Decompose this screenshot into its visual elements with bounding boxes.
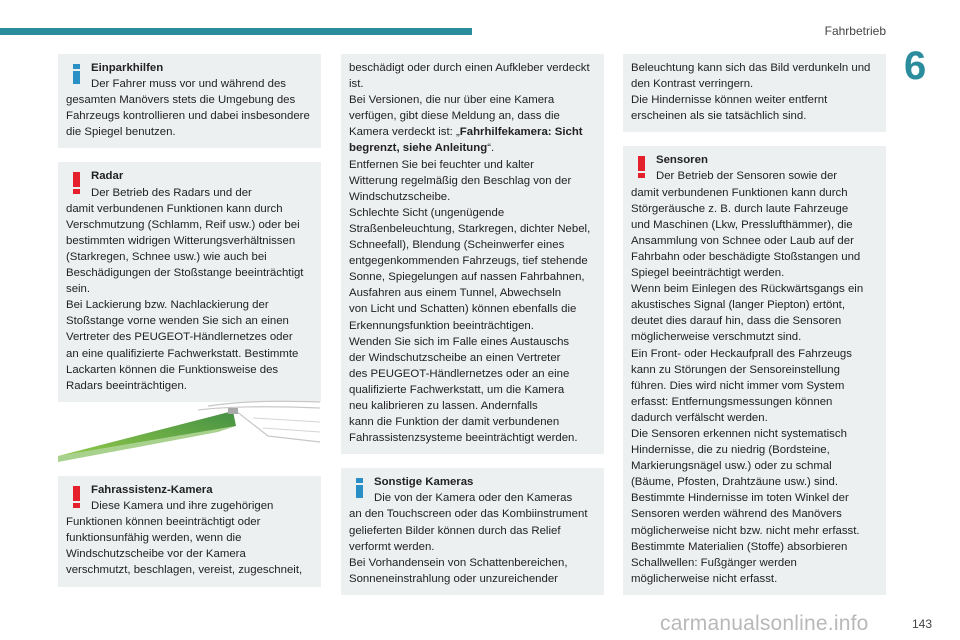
info-icon [356, 478, 363, 498]
text-line: Störgeräusche z. B. durch laute Fahrzeuge [631, 202, 849, 215]
text-line: Beschädigungen der Stoßstange beeinträchtigt [66, 267, 304, 280]
text-line: die Spiegel benutzen. [66, 126, 176, 139]
text-line: deutet dies darauf hin, dass die Sensoren [631, 315, 842, 328]
bold-text: Fahrhilfekamera: Sicht [459, 126, 583, 139]
text-line: Die Sensoren erkennen nicht systematisch [631, 427, 847, 440]
text-line: Sonneneinstrahlung oder unzureichender [349, 572, 558, 585]
text-line: Verschmutzung (Schlamm, Reif usw.) oder bei [66, 218, 300, 231]
text-line: und Maschinen (Lkw, Presslufthämmer), die [631, 218, 853, 231]
text-line: Spiegel beeinträchtigt werden. [631, 267, 785, 280]
bold-text: begrenzt, siehe Anleitung [349, 142, 488, 155]
text-line: sein. [66, 283, 91, 296]
text-line: der Windschutzscheibe an einen Vertreter [349, 351, 561, 364]
text-line: verfügen, gibt diese Meldung an, dass die [349, 110, 560, 123]
chapter-number: 6 [904, 44, 927, 88]
text-line: Wenn beim Einlegen des Rückwärtsgangs ein [631, 283, 864, 296]
column-1 [58, 54, 321, 402]
text-line: ist. [349, 78, 364, 91]
info-box-sonstige-kameras [341, 468, 604, 595]
box-text [66, 185, 313, 394]
text-line: Der Betrieb des Radars und der [91, 186, 252, 199]
box-text [349, 60, 596, 446]
watermark: carmanualsonline.info [660, 612, 869, 635]
text-line: Schneefall), Blendung (Scheinwerfer eines [349, 239, 565, 252]
continued-box-kamera [341, 54, 604, 454]
text-line: Ansammlung von Schnee oder Laub auf der [631, 234, 854, 247]
text-line: Bestimmte Materialien (Stoffe) absorbieren [631, 540, 848, 553]
text-line: Hindernisse, die zu niedrig (Bordsteine, [631, 444, 830, 457]
column-2 [341, 54, 604, 595]
text-line: Fahrzeugs kontrollieren und dabei insbesondere [66, 110, 310, 123]
text-line: entgegenkommenden Fahrzeugs, tief stehende [349, 255, 588, 268]
text-line: Bei Versionen, die nur über eine Kamera [349, 94, 555, 107]
text-line: Sonne, Spiegelungen auf nassen Fahrbahnen, [349, 271, 585, 284]
text-line: Erkennungsfunktion beeinträchtigen. [349, 319, 534, 332]
box-text [66, 76, 313, 140]
text-line: gelieferten Bilder können durch das Relief [349, 524, 561, 537]
page-number: 143 [911, 617, 932, 631]
text-line: Fahrbahn oder beschädigte Stoßstangen und [631, 250, 861, 263]
text-line: Schallwellen: Fußgänger werden [631, 556, 797, 569]
text-line: neu kalibrieren zu lassen. Andernfalls [349, 399, 538, 412]
box-title: Radar [91, 170, 124, 183]
warning-icon [638, 156, 645, 178]
box-text [66, 498, 313, 578]
text-line: kann die Funktion der damit verbundenen [349, 416, 560, 429]
text-line: Windschutzscheibe vor der Kamera [66, 548, 246, 561]
text-line: bestimmten widrigen Witterungsverhältnissen [66, 234, 296, 247]
text-line: Diese Kamera und ihre zugehörigen [91, 500, 274, 513]
text-line: dadurch verfälscht werden. [631, 411, 768, 424]
text-line: des PEUGEOT-Händlernetzes oder an eine [349, 367, 570, 380]
text-line: kann zu Störungen der Sensoreinstellung [631, 363, 840, 376]
text-line: erscheinen als sie tatsächlich sind. [631, 110, 807, 123]
text-line: qualifizierte Fachwerkstatt, um die Kamera [349, 383, 565, 396]
text-line: Fahrassistenzsysteme beeinträchtigt werden. [349, 432, 578, 445]
text-line: Sensoren werden während des Manövers [631, 508, 842, 521]
column-1-bottom [58, 476, 321, 587]
text-line: Die von der Kamera oder den Kameras [374, 492, 573, 505]
text-line: möglicherweise nicht erfasst. [631, 572, 778, 585]
text-line: Vertreter des PEUGEOT-Händlernetzes oder [66, 331, 293, 344]
box-title: Sensoren [656, 154, 708, 167]
box-title: Einparkhilfen [91, 62, 164, 74]
text-line: Windschutzscheibe. [349, 190, 451, 203]
text-line: Bei Lackierung bzw. Nachlackierung der [66, 299, 269, 312]
info-icon [73, 64, 80, 84]
warning-box-sensoren [623, 146, 886, 595]
text-line: möglicherweise nicht bzw. nicht mehr erfasst. [631, 524, 860, 537]
text-line: führen. Dies wird nicht immer vom System [631, 379, 845, 392]
header-accent-bar [0, 28, 472, 35]
text-line: damit verbundenen Funktionen kann durch [631, 186, 848, 199]
text-line: damit verbundenen Funktionen kann durch [66, 202, 283, 215]
text-line: akustisches Signal (langer Piepton) ertönt, [631, 299, 846, 312]
warning-icon [73, 486, 80, 508]
box-title: Fahrassistenz-Kamera [91, 484, 213, 496]
box-text [349, 490, 596, 587]
text-line: Schlechte Sicht (ungenügende [349, 206, 505, 219]
text-line: Die Hindernisse können weiter entfernt [631, 94, 828, 107]
text-line: Wenden Sie sich im Falle eines Austauschs [349, 335, 570, 348]
text-line: den Kontrast verringern. [631, 78, 754, 91]
text-line: Markierungsnägel usw.) oder zu schmal [631, 460, 832, 473]
text-line: Straßenbeleuchtung, Starkregen, dichter Nebel, [349, 222, 591, 235]
text-line: an den Touchscreen oder das Kombiinstrument [349, 508, 588, 521]
text-line: Ein Front- oder Heckaufprall des Fahrzeugs [631, 347, 852, 360]
text-line: Stoßstange vorne wenden Sie sich an einen [66, 315, 289, 328]
text-line: beschädigt oder durch einen Aufkleber verdeckt [349, 62, 590, 74]
warning-box-fahrassistenz [58, 476, 321, 587]
box-text [631, 60, 878, 124]
text-line: Der Betrieb der Sensoren sowie der [656, 170, 838, 183]
text-line: verschmutzt, beschlagen, vereist, zugeschneit, [66, 564, 303, 577]
text-line: Lackarten können die Funktionsweise des [66, 363, 279, 376]
box-title: Sonstige Kameras [374, 476, 474, 489]
text-line: Radars beeinträchtigen. [66, 379, 187, 392]
text-line: Ausfahren aus einem Tunnel, Abwechseln [349, 287, 562, 300]
text-line: an eine qualifizierte Fachwerkstatt. Bestimmte [66, 347, 299, 360]
column-3 [623, 54, 886, 595]
text-line: “. [487, 142, 495, 155]
text-line: (Bäume, Pfosten, Drahtzäune usw.) sind. [631, 476, 839, 489]
text-line: funktionsunfähig werden, wenn die [66, 532, 242, 545]
section-title: Fahrbetrieb [824, 24, 886, 38]
warning-box-radar [58, 162, 321, 401]
text-line: Der Fahrer muss vor und während des [91, 78, 286, 91]
text-line: gesamten Manövers stets die Umgebung des [66, 94, 296, 107]
text-line: möglicherweise verschmutzt sind. [631, 331, 802, 344]
text-line: Witterung regelmäßig den Beschlag von der [349, 174, 572, 187]
info-box-einparkhilfen [58, 54, 321, 148]
text-line: Beleuchtung kann sich das Bild verdunkeln und [631, 62, 871, 74]
text-line: Entfernen Sie bei feuchter und kalter [349, 158, 534, 171]
text-line: verformt werden. [349, 540, 435, 553]
box-text [631, 168, 878, 586]
text-line: Bestimmte Hindernisse im toten Winkel der [631, 492, 849, 505]
continued-box-beleuchtung [623, 54, 886, 132]
windshield-camera-illustration [58, 396, 320, 468]
text-line: erfasst: Entfernungsmessungen können [631, 395, 833, 408]
text-line: von Licht und Schatten) können ebenfalls die [349, 303, 577, 316]
text-line: (Starkregen, Schnee usw.) wie auch bei [66, 250, 267, 263]
text-line: Bei Vorhandensein von Schattenbereichen, [349, 556, 568, 569]
warning-icon [73, 172, 80, 194]
text-line: Kamera verdeckt ist: „ [349, 126, 460, 139]
text-line: Funktionen können beeinträchtigt oder [66, 516, 261, 529]
